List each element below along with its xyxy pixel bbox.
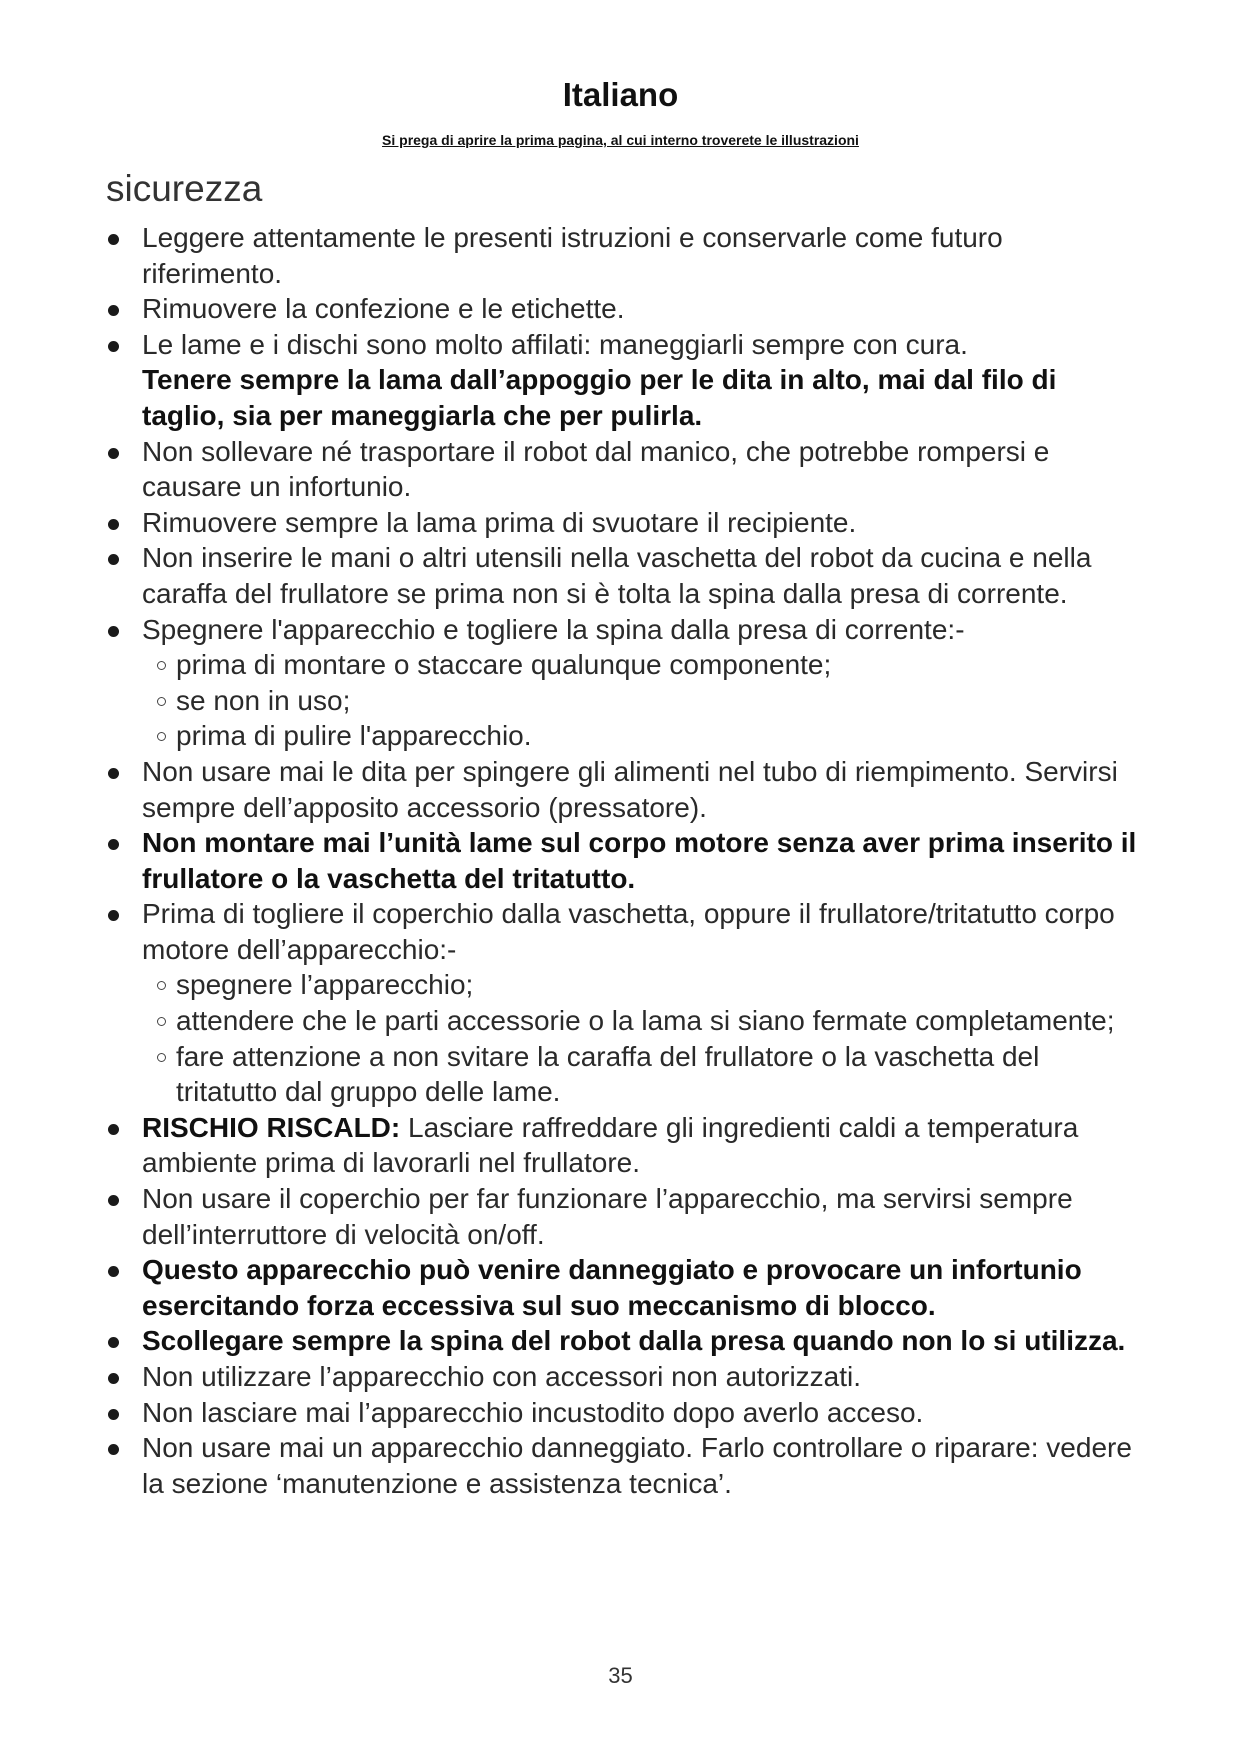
bullet-icon (108, 1195, 119, 1206)
item-text: Spegnere l'apparecchio e togliere la spina dalla presa di corrente:- (142, 613, 965, 645)
item-warning-text: Tenere sempre la lama dall’appoggio per le dita in alto, mai dal filo di taglio, sia per maneggiarla che per pulirla. (142, 364, 1057, 431)
item-text: Non usare mai un apparecchio danneggiato. Farlo controllare o riparare: vedere la sezione ‘manutenzione e assistenza tecnica’. (142, 1432, 1132, 1499)
list-item (106, 612, 1146, 648)
bullet-icon (108, 1266, 119, 1277)
bullet-icon (108, 341, 119, 352)
sub-item-text: prima di pulire l'apparecchio. (176, 720, 532, 752)
sub-list-item (106, 718, 1146, 754)
bullet-icon (108, 554, 119, 565)
circle-bullet-icon (157, 1053, 166, 1062)
circle-bullet-icon (157, 661, 166, 670)
circle-bullet-icon (157, 1017, 166, 1026)
bullet-icon (108, 768, 119, 779)
list-item (106, 1359, 1146, 1395)
list-item (106, 1395, 1146, 1431)
list-item (106, 540, 1146, 611)
sub-item-text: spegnere l’apparecchio; (176, 969, 474, 1001)
bullet-icon (108, 234, 119, 245)
sub-list-item (106, 967, 1146, 1003)
list-item (106, 1323, 1146, 1359)
item-warning-text: Scollegare sempre la spina del robot dalla presa quando non lo si utilizza. (142, 1325, 1126, 1357)
item-text: Non usare il coperchio per far funzionare l’apparecchio, ma servirsi sempre dell’interruttore di velocità on/off. (142, 1183, 1073, 1250)
item-text: Lasciare raffreddare gli ingredienti caldi a temperatura ambiente prima di lavorarli nel frullatore. (142, 1111, 1079, 1179)
list-item (106, 220, 1146, 291)
sub-list-item (106, 683, 1146, 719)
item-text: Prima di togliere il coperchio dalla vaschetta, oppure il frullatore/tritatutto corpo motore dell’apparecchio:- (142, 898, 1115, 965)
item-warning-text: Non montare mai l’unità lame sul corpo motore senza aver prima inserito il frullatore o la vaschetta del tritatutto. (142, 827, 1137, 894)
page-subtitle: Si prega di aprire la prima pagina, al cui interno troverete le illustrazioni (382, 132, 859, 148)
sub-list-item (106, 1003, 1146, 1039)
page-number: 35 (608, 1663, 633, 1688)
bullet-icon (108, 910, 119, 921)
bullet-icon (108, 1409, 119, 1420)
bullet-icon (108, 1373, 119, 1384)
item-text: Non lasciare mai l’apparecchio incustodito dopo averlo acceso. (142, 1396, 924, 1428)
page-title: Italiano (562, 76, 679, 113)
list-item (106, 291, 1146, 327)
item-warning-text: Questo apparecchio può venire danneggiato e provocare un infortunio esercitando forza eccessiva sul suo meccanismo di blocco. (142, 1254, 1082, 1321)
bullet-icon (108, 626, 119, 637)
circle-bullet-icon (157, 732, 166, 741)
bullet-icon (108, 1124, 119, 1135)
list-item (106, 825, 1146, 896)
safety-list (106, 220, 1146, 1501)
sub-item-text: prima di montare o staccare qualunque componente; (176, 649, 832, 681)
bullet-icon (108, 1337, 119, 1348)
list-item (106, 1110, 1146, 1181)
bullet-icon (108, 519, 119, 530)
item-text: Rimuovere la confezione e le etichette. (142, 293, 625, 325)
sub-list-item (106, 647, 1146, 683)
circle-bullet-icon (157, 981, 166, 990)
item-text: Rimuovere sempre la lama prima di svuotare il recipiente. (142, 506, 857, 538)
list-item (106, 1252, 1146, 1323)
item-text: Non usare mai le dita per spingere gli alimenti nel tubo di riempimento. Servirsi sempre dell’apposito accessorio (pressatore). (142, 755, 1118, 823)
bullet-icon (108, 448, 119, 459)
item-text: Le lame e i dischi sono molto affilati: maneggiarli sempre con cura. (142, 328, 968, 360)
circle-bullet-icon (157, 697, 166, 706)
bullet-icon (108, 1444, 119, 1455)
sub-item-text: attendere che le parti accessorie o la lama si siano fermate completamente; (176, 1005, 1115, 1037)
section-heading: sicurezza (106, 168, 263, 209)
bullet-icon (108, 305, 119, 316)
item-text: Non utilizzare l’apparecchio con accessori non autorizzati. (142, 1361, 862, 1392)
item-text: Leggere attentamente le presenti istruzioni e conservarle come futuro riferimento. (142, 222, 1003, 289)
sub-item-text: fare attenzione a non svitare la caraffa del frullatore o la vaschetta del tritatutto dal gruppo delle lame. (176, 1040, 1040, 1108)
list-item (106, 327, 1146, 434)
list-item (106, 754, 1146, 825)
sub-list-item (106, 1039, 1146, 1110)
item-text: Non inserire le mani o altri utensili nella vaschetta del robot da cucina e nella caraffa del frullatore se prima non si è tolta la spina dalla presa di corrente. (142, 542, 1092, 609)
list-item (106, 896, 1146, 967)
list-item (106, 505, 1146, 541)
item-text: Non sollevare né trasportare il robot dal manico, che potrebbe rompersi e causare un infortunio. (142, 435, 1050, 503)
list-item (106, 1430, 1146, 1501)
sub-item-text: se non in uso; (176, 684, 351, 716)
bullet-icon (108, 839, 119, 850)
list-item (106, 1181, 1146, 1252)
list-item (106, 434, 1146, 505)
item-warning-label: RISCHIO RISCALD: (142, 1111, 401, 1143)
